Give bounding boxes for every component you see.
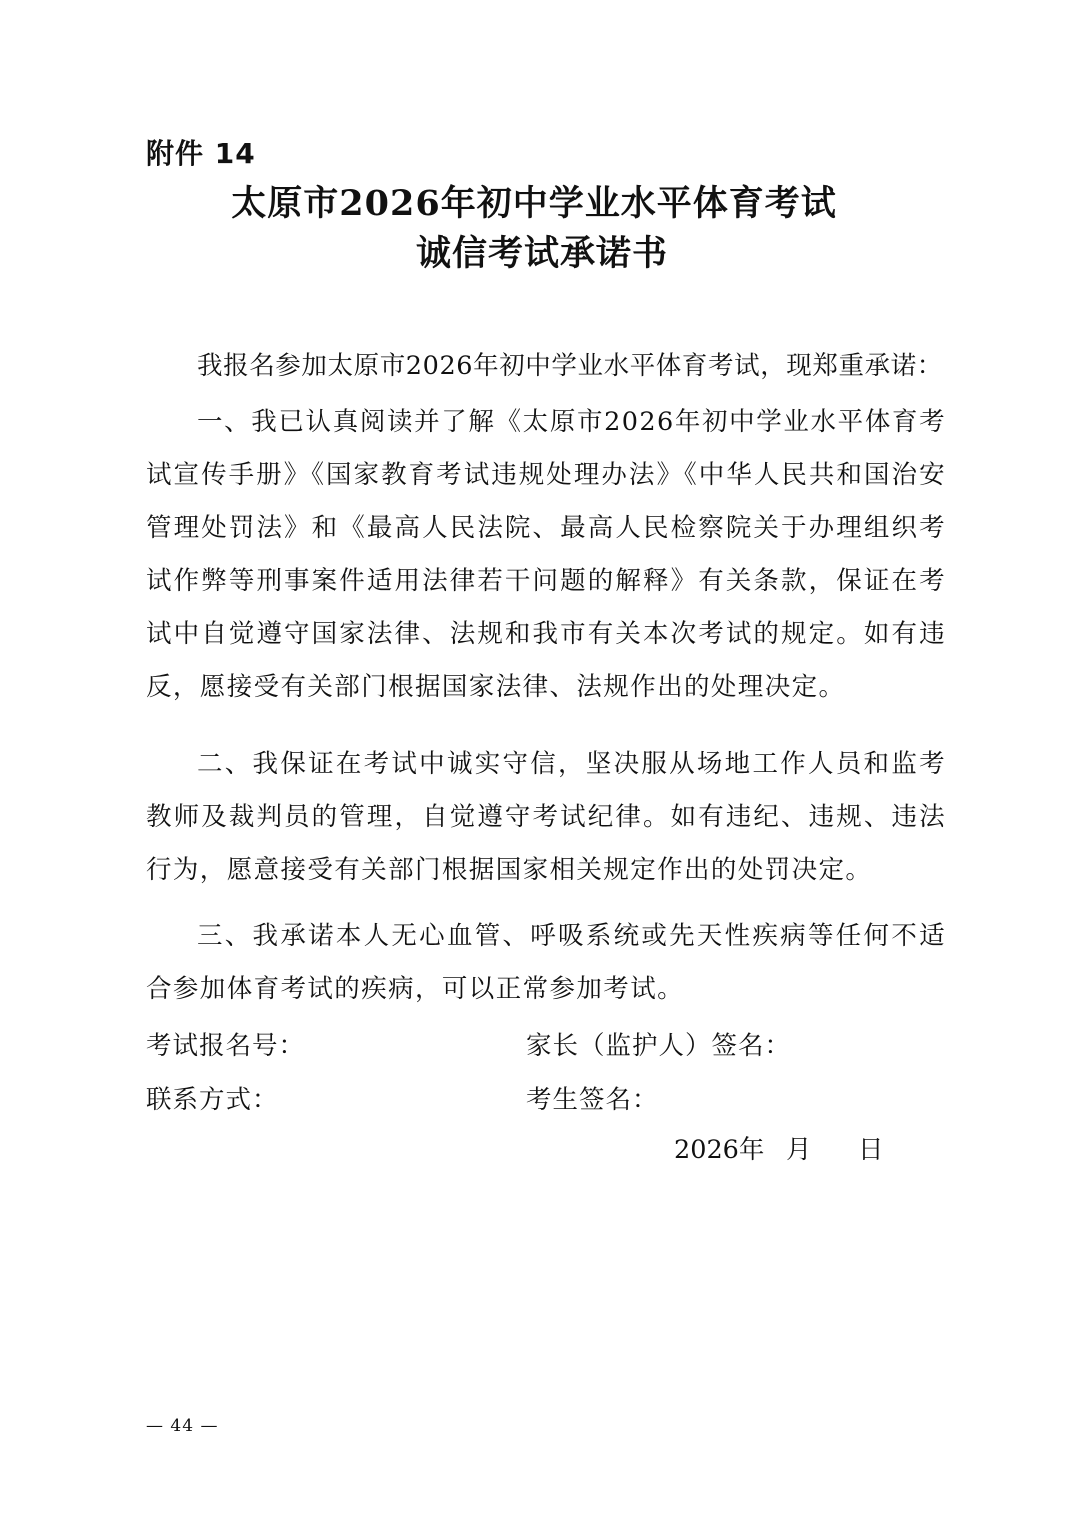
date-year: 2026年 <box>674 1135 765 1165</box>
contact-field-label: 联系方式： <box>146 1085 279 1115</box>
date-day: 日 <box>858 1135 884 1165</box>
document-title-line-1: 太原市2026年初中学业水平体育考试 <box>231 183 837 224</box>
student-signature-field-label: 考生签名： <box>526 1085 659 1115</box>
document-title-line-2: 诚信考试承诺书 <box>415 233 668 274</box>
intro-paragraph: 我报名参加太原市2026年初中学业水平体育考试，现郑重承诺： <box>197 351 943 381</box>
date-month: 月 <box>786 1135 812 1165</box>
page-number: — 44 — <box>146 1416 219 1436</box>
commitment-paragraph-1: 一、我已认真阅读并了解《太原市2026年初中学业水平体育考试宣传手册》《国家教育考试违规处理办法》《中华人民共和国治安管理处罚法》和《最高人民法院、最高人民检察院关于办理组织考试作弊等刑事案件适用法律若干问题的解释》有关条款，保证在考试中自觉遵守国家法律、法规和我市有关本次考试的规定。如有违反，愿接受有关部门根据国家法律、法规作出的处理决定。 <box>146 407 946 702</box>
signing-date <box>674 1130 884 1166</box>
commitment-paragraph-2: 二、我保证在考试中诚实守信，坚决服从场地工作人员和监考教师及裁判员的管理，自觉遵守考试纪律。如有违纪、违规、违法行为，愿意接受有关部门根据国家相关规定作出的处罚决定。 <box>146 749 946 885</box>
commitment-paragraph-3: 三、我承诺本人无心血管、呼吸系统或先天性疾病等任何不适合参加体育考试的疾病，可以正常参加考试。 <box>146 921 946 1004</box>
attachment-label: 附件 14 <box>146 137 256 170</box>
parent-signature-field-label: 家长（监护人）签名： <box>526 1031 792 1061</box>
exam-number-field-label: 考试报名号： <box>146 1031 306 1061</box>
